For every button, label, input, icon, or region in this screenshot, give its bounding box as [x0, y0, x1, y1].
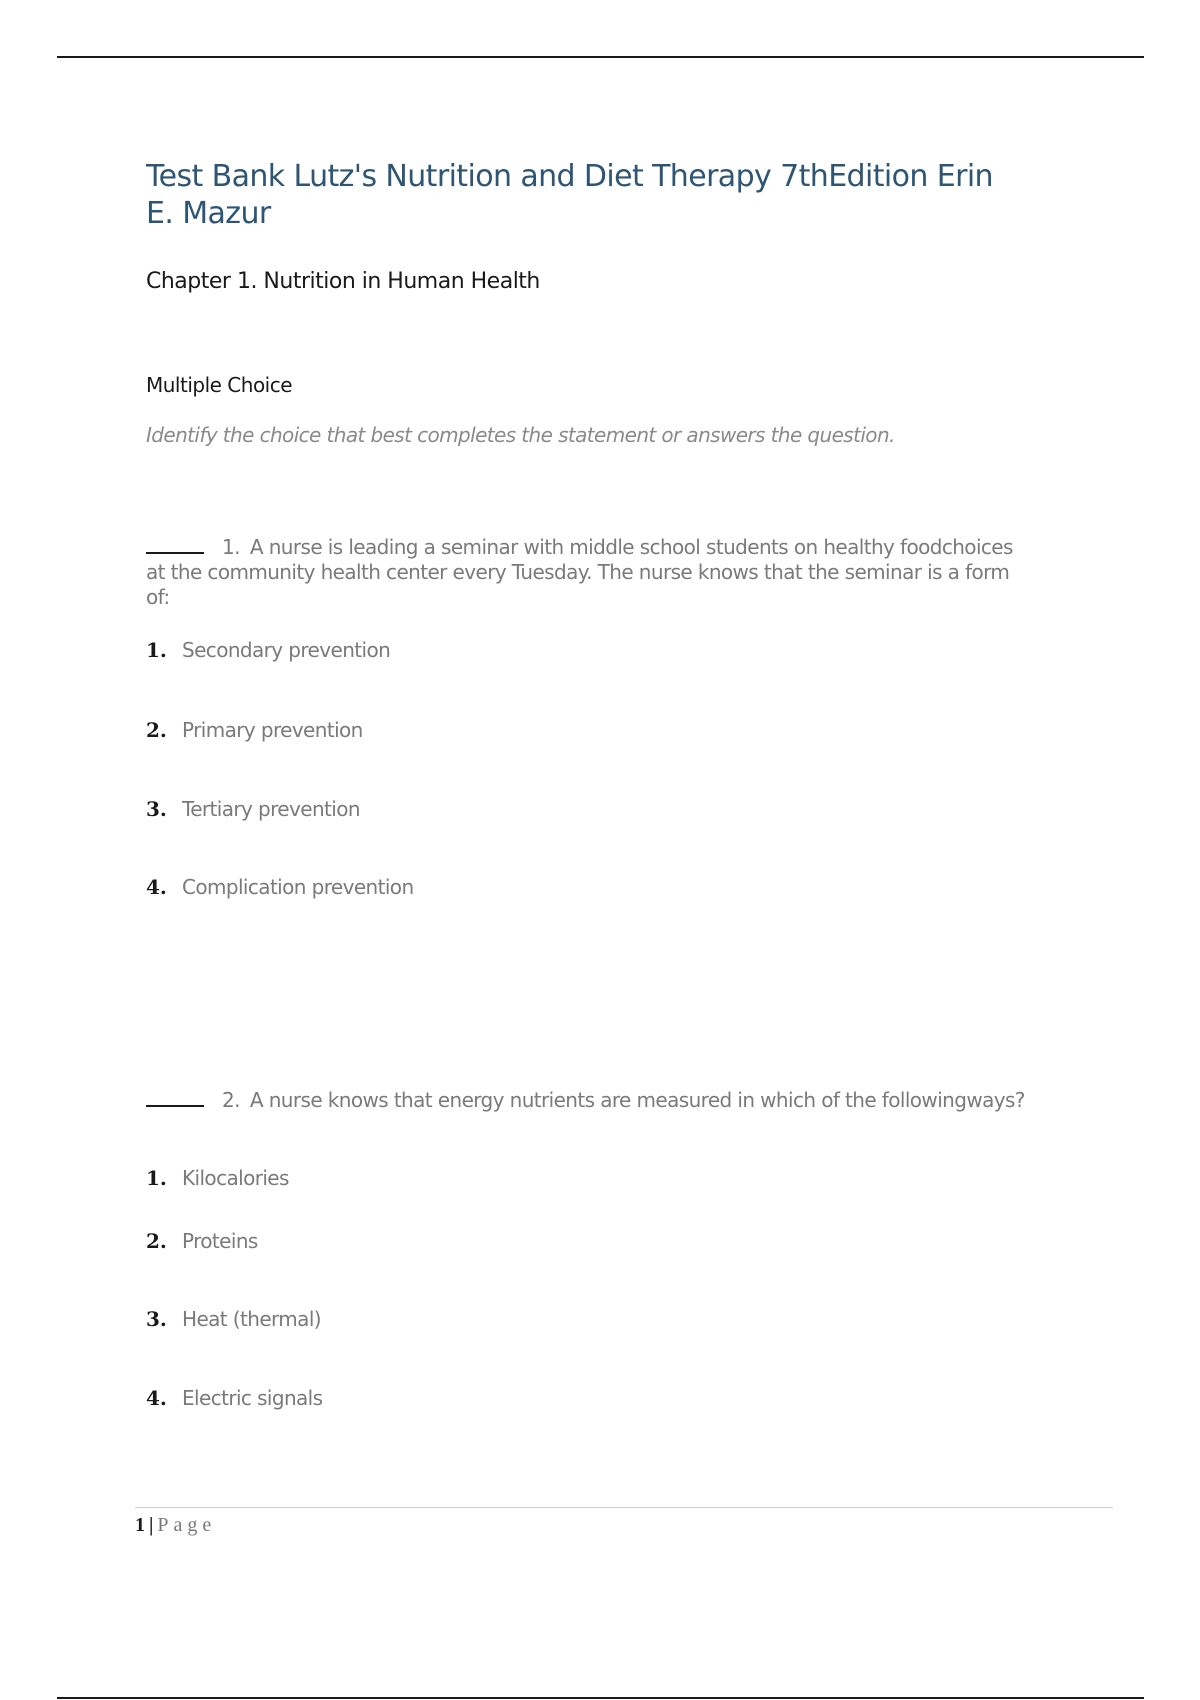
- footer-divider: [135, 1507, 1113, 1508]
- question-1-choice-3[interactable]: [146, 796, 360, 822]
- document-title: Test Bank Lutz's Nutrition and Diet Therapy 7thEdition Erin E. Mazur: [146, 159, 993, 231]
- choice-number: 3.: [146, 797, 167, 821]
- question-1-choice-4[interactable]: [146, 874, 414, 900]
- choice-number: 1.: [146, 638, 167, 662]
- answer-blank[interactable]: [146, 535, 204, 554]
- page-separator: |: [149, 1514, 154, 1536]
- question-text: A nurse knows that energy nutrients are measured in which of the followingways?: [249, 1088, 1025, 1112]
- choice-number: 3.: [146, 1307, 167, 1331]
- question-text: A nurse is leading a seminar with middle school students on healthy foodchoices at the community health center every Tuesday. The nurse knows that the seminar is a form of:: [146, 535, 1013, 609]
- choice-text: Kilocalories: [182, 1166, 289, 1190]
- chapter-title: Chapter 1. Nutrition in Human Health: [146, 269, 540, 294]
- page-label: Page: [157, 1514, 217, 1536]
- question-2: [146, 1088, 1026, 1113]
- question-1: [146, 535, 1026, 610]
- choice-number: 2.: [146, 1229, 167, 1253]
- answer-blank[interactable]: [146, 1088, 204, 1107]
- choice-text: Complication prevention: [182, 875, 414, 899]
- choice-text: Electric signals: [182, 1386, 323, 1410]
- page-number: 1: [135, 1514, 145, 1536]
- bottom-border-line: [57, 1697, 1144, 1699]
- question-number: 2.: [222, 1088, 240, 1112]
- question-1-choice-2[interactable]: [146, 717, 363, 743]
- top-border-line: [57, 56, 1144, 58]
- choice-number: 4.: [146, 875, 167, 899]
- section-title: Multiple Choice: [146, 373, 293, 397]
- choice-number: 1.: [146, 1166, 167, 1190]
- question-2-choice-1[interactable]: [146, 1165, 289, 1191]
- choice-text: Tertiary prevention: [182, 797, 360, 821]
- choice-number: 2.: [146, 718, 167, 742]
- question-1-choice-1[interactable]: [146, 637, 390, 663]
- choice-text: Proteins: [182, 1229, 258, 1253]
- choice-text: Primary prevention: [182, 718, 363, 742]
- question-2-choice-4[interactable]: [146, 1385, 322, 1411]
- question-2-choice-3[interactable]: [146, 1306, 321, 1332]
- choice-text: Secondary prevention: [182, 638, 391, 662]
- question-number: 1.: [222, 535, 240, 559]
- page-footer: [135, 1512, 216, 1538]
- question-2-choice-2[interactable]: [146, 1228, 258, 1254]
- instructions-text: Identify the choice that best completes the statement or answers the question.: [146, 423, 895, 447]
- choice-number: 4.: [146, 1386, 167, 1410]
- choice-text: Heat (thermal): [182, 1307, 321, 1331]
